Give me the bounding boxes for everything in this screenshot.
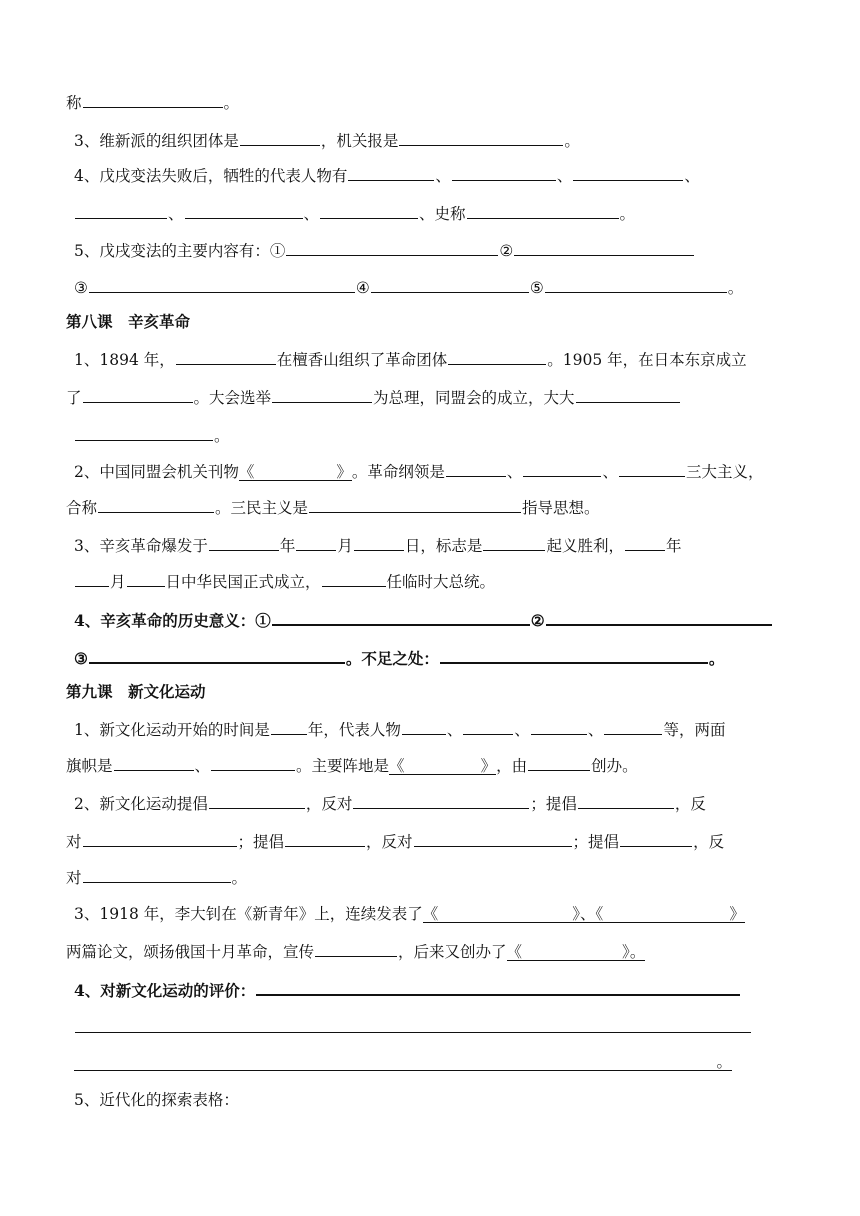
blank[interactable]: [528, 752, 590, 771]
blank[interactable]: [440, 644, 708, 664]
text: 创办。: [591, 757, 638, 775]
blank[interactable]: [127, 568, 165, 587]
text: ，后来又创办了: [398, 943, 507, 961]
blank[interactable]: [414, 828, 572, 847]
l9-q4-evaluation: [74, 976, 804, 1000]
text: ③: [74, 279, 88, 297]
text: 2、中国同盟会机关刊物: [74, 463, 239, 481]
blank[interactable]: [114, 752, 194, 771]
blank[interactable]: [578, 790, 674, 809]
text: ②: [499, 242, 514, 260]
text: 。革命纲领是: [351, 463, 445, 481]
text: 《: [238, 463, 255, 481]
l9-q3: [74, 902, 804, 926]
book-title-blank[interactable]: [389, 754, 496, 775]
blank[interactable]: [240, 127, 320, 146]
text: ；提倡: [572, 833, 620, 851]
text: 《: [595, 905, 604, 923]
l9-q2-cont2: [66, 864, 796, 888]
lesson8-title: 第八课 辛亥革命: [66, 313, 191, 331]
text: 、: [602, 463, 618, 481]
book-title-blank[interactable]: [239, 460, 352, 481]
text: ，反对: [305, 795, 353, 813]
text: ，由: [496, 757, 528, 775]
text: 三大主义，: [685, 463, 764, 481]
blank[interactable]: [315, 938, 397, 957]
q5-reform-content: [74, 237, 804, 261]
blank[interactable]: [75, 568, 109, 587]
blank[interactable]: [625, 532, 665, 551]
text: 日: [404, 537, 421, 555]
lesson9-title: 第九课 新文化运动: [66, 683, 206, 701]
text: 对: [66, 833, 82, 851]
text: 《: [422, 905, 439, 923]
text: ，反: [693, 833, 725, 851]
blank[interactable]: [620, 828, 692, 847]
text: 4、戊戌变法失败后，牺牲的代表人物有: [74, 167, 348, 185]
blank[interactable]: [452, 162, 556, 181]
text: 年: [665, 537, 682, 555]
text: ④: [355, 279, 370, 297]
l8-q4-significance-cont: [74, 644, 804, 668]
blank[interactable]: [604, 716, 662, 735]
text: 年: [279, 537, 296, 555]
blank[interactable]: [531, 716, 587, 735]
text: 》: [729, 905, 745, 923]
blank[interactable]: [89, 644, 345, 664]
l8-q1: [74, 346, 804, 370]
text: 月: [110, 573, 126, 591]
l9-q4-line3: [74, 1050, 804, 1074]
text: 》: [572, 905, 581, 923]
text: 、: [556, 167, 573, 185]
blank[interactable]: [545, 274, 727, 293]
q3-reform-group: [74, 127, 804, 151]
blank[interactable]: [619, 458, 685, 477]
text: 、: [506, 463, 523, 481]
line-cheng: [66, 89, 796, 113]
text: 合称: [66, 499, 98, 517]
text: 。: [223, 94, 240, 112]
blank[interactable]: [75, 1014, 751, 1033]
text: ⑤: [529, 279, 544, 297]
blank[interactable]: [272, 606, 530, 626]
text: 起义胜利，: [546, 537, 624, 555]
text: 。主要阵地是: [296, 757, 390, 775]
blank[interactable]: [211, 752, 295, 771]
text: 、: [168, 205, 184, 223]
text: 。: [564, 132, 580, 150]
blank[interactable]: [348, 162, 434, 181]
text: 5、戊戌变法的主要内容有：①: [74, 242, 286, 260]
text: 为总理，同盟会的成立，大大: [373, 389, 575, 407]
text: 在檀香山组织了革命团体: [276, 351, 448, 369]
text: 》: [622, 943, 630, 961]
text: 》: [336, 463, 352, 481]
blank[interactable]: [320, 200, 418, 219]
text: 。: [716, 1053, 732, 1071]
text: 、: [514, 721, 530, 739]
l9-q4-line2: [74, 1014, 804, 1038]
blank[interactable]: [89, 274, 355, 293]
blank[interactable]: [83, 384, 193, 403]
text: 1、新文化运动开始的时间是: [74, 721, 270, 739]
q5-reform-content-cont: [74, 274, 804, 298]
l8-q1-cont: [66, 384, 796, 408]
blank[interactable]: [514, 237, 694, 256]
blank[interactable]: [576, 384, 680, 403]
blank[interactable]: [256, 976, 740, 996]
text: 。: [629, 943, 646, 961]
text: 2、新文化运动提倡: [74, 795, 208, 813]
blank[interactable]: [402, 716, 446, 735]
text: 、史称: [419, 205, 466, 223]
text: 4、辛亥革命的历史意义：①: [74, 611, 271, 630]
text: 1、1894 年，: [74, 351, 175, 369]
text: 任临时大总统。: [386, 573, 496, 591]
blank[interactable]: [83, 89, 223, 108]
blank[interactable]: [98, 494, 214, 513]
blank[interactable]: [483, 532, 545, 551]
text: ，机关报是: [320, 132, 399, 150]
blank[interactable]: [322, 568, 386, 587]
q4-martyrs-cont: [74, 200, 804, 224]
text: 。: [708, 649, 725, 668]
text: 。: [727, 279, 744, 297]
blank[interactable]: [286, 237, 498, 256]
text: 、: [303, 205, 320, 223]
text: 、: [587, 721, 604, 739]
l8-q3: [74, 532, 804, 556]
text: ；提倡: [237, 833, 285, 851]
blank[interactable]: [209, 790, 305, 809]
text: 。: [214, 427, 230, 445]
blank[interactable]: [467, 200, 619, 219]
l8-q4-significance: [74, 606, 804, 630]
l9-q2: [74, 790, 804, 814]
blank[interactable]: [446, 458, 506, 477]
text: ③: [74, 649, 88, 668]
text: 3、维新派的组织团体是: [74, 132, 239, 150]
blank[interactable]: [74, 1050, 732, 1071]
text: 3、1918 年，李大钊在《新青年》上，连续发表了: [74, 905, 423, 923]
blank[interactable]: [75, 200, 167, 219]
blank[interactable]: [371, 274, 529, 293]
blank[interactable]: [296, 532, 336, 551]
text: ，标志是: [420, 537, 483, 555]
l8-q2: [74, 458, 804, 482]
text: ，反: [674, 795, 706, 813]
blank[interactable]: [573, 162, 683, 181]
l9-q3-cont: [66, 938, 796, 962]
text: 、: [684, 167, 700, 185]
text: 、: [194, 757, 211, 775]
blank[interactable]: [309, 494, 521, 513]
text: 对: [66, 869, 82, 887]
blank[interactable]: [285, 828, 365, 847]
blank[interactable]: [272, 384, 372, 403]
text: 。: [619, 205, 636, 223]
text: 4、对新文化运动的评价：: [74, 981, 256, 1000]
l9-q2-cont: [66, 828, 796, 852]
text: 。不足之处：: [345, 649, 439, 668]
text: 。1905 年，在日本东京成立: [547, 351, 747, 369]
blank[interactable]: [399, 127, 563, 146]
text: 。大会选举: [193, 389, 272, 407]
blank[interactable]: [75, 422, 213, 441]
text: 、: [580, 905, 596, 923]
l8-q3-cont: [74, 568, 804, 592]
text: 年，代表人物: [307, 721, 401, 739]
text: 3、辛亥革命爆发于: [74, 537, 208, 555]
blank[interactable]: [185, 200, 303, 219]
text: 日中华民国正式成立，: [165, 573, 321, 591]
text: 两篇论文，颂扬俄国十月革命，宣传: [66, 943, 315, 961]
l8-q1-cont2: [74, 422, 804, 446]
text: 指导思想。: [522, 499, 600, 517]
l9-q1: [74, 716, 804, 740]
blank[interactable]: [83, 828, 237, 847]
q4-martyrs: [74, 162, 804, 186]
l9-q1-cont: [66, 752, 796, 776]
book-title-blank[interactable]: [507, 940, 646, 961]
text: 、: [446, 721, 463, 739]
text: 《: [389, 757, 405, 775]
blank[interactable]: [83, 864, 231, 883]
blank[interactable]: [523, 458, 601, 477]
text: ；提倡: [530, 795, 577, 813]
text: ②: [530, 611, 545, 630]
blank[interactable]: [176, 346, 276, 365]
text: 。: [231, 869, 248, 887]
article-title-blanks[interactable]: [423, 902, 745, 923]
blank[interactable]: [463, 716, 513, 735]
l8-q2-cont: [66, 494, 796, 518]
text: 。三民主义是: [215, 499, 309, 517]
text: 、: [435, 167, 451, 185]
blank[interactable]: [448, 346, 546, 365]
l9-q5: 5、近代化的探索表格：: [74, 1091, 239, 1109]
blank[interactable]: [209, 532, 279, 551]
text: 月: [337, 537, 353, 555]
text: 》: [480, 757, 497, 775]
text: 《: [506, 943, 523, 961]
text: 旗帜是: [66, 757, 113, 775]
text: 了: [66, 389, 82, 407]
text: ，反对: [366, 833, 413, 851]
text: 称: [66, 94, 82, 112]
blank[interactable]: [353, 790, 529, 809]
blank[interactable]: [354, 532, 404, 551]
blank[interactable]: [271, 716, 307, 735]
text: 等，两面: [663, 721, 726, 739]
blank[interactable]: [546, 606, 772, 626]
